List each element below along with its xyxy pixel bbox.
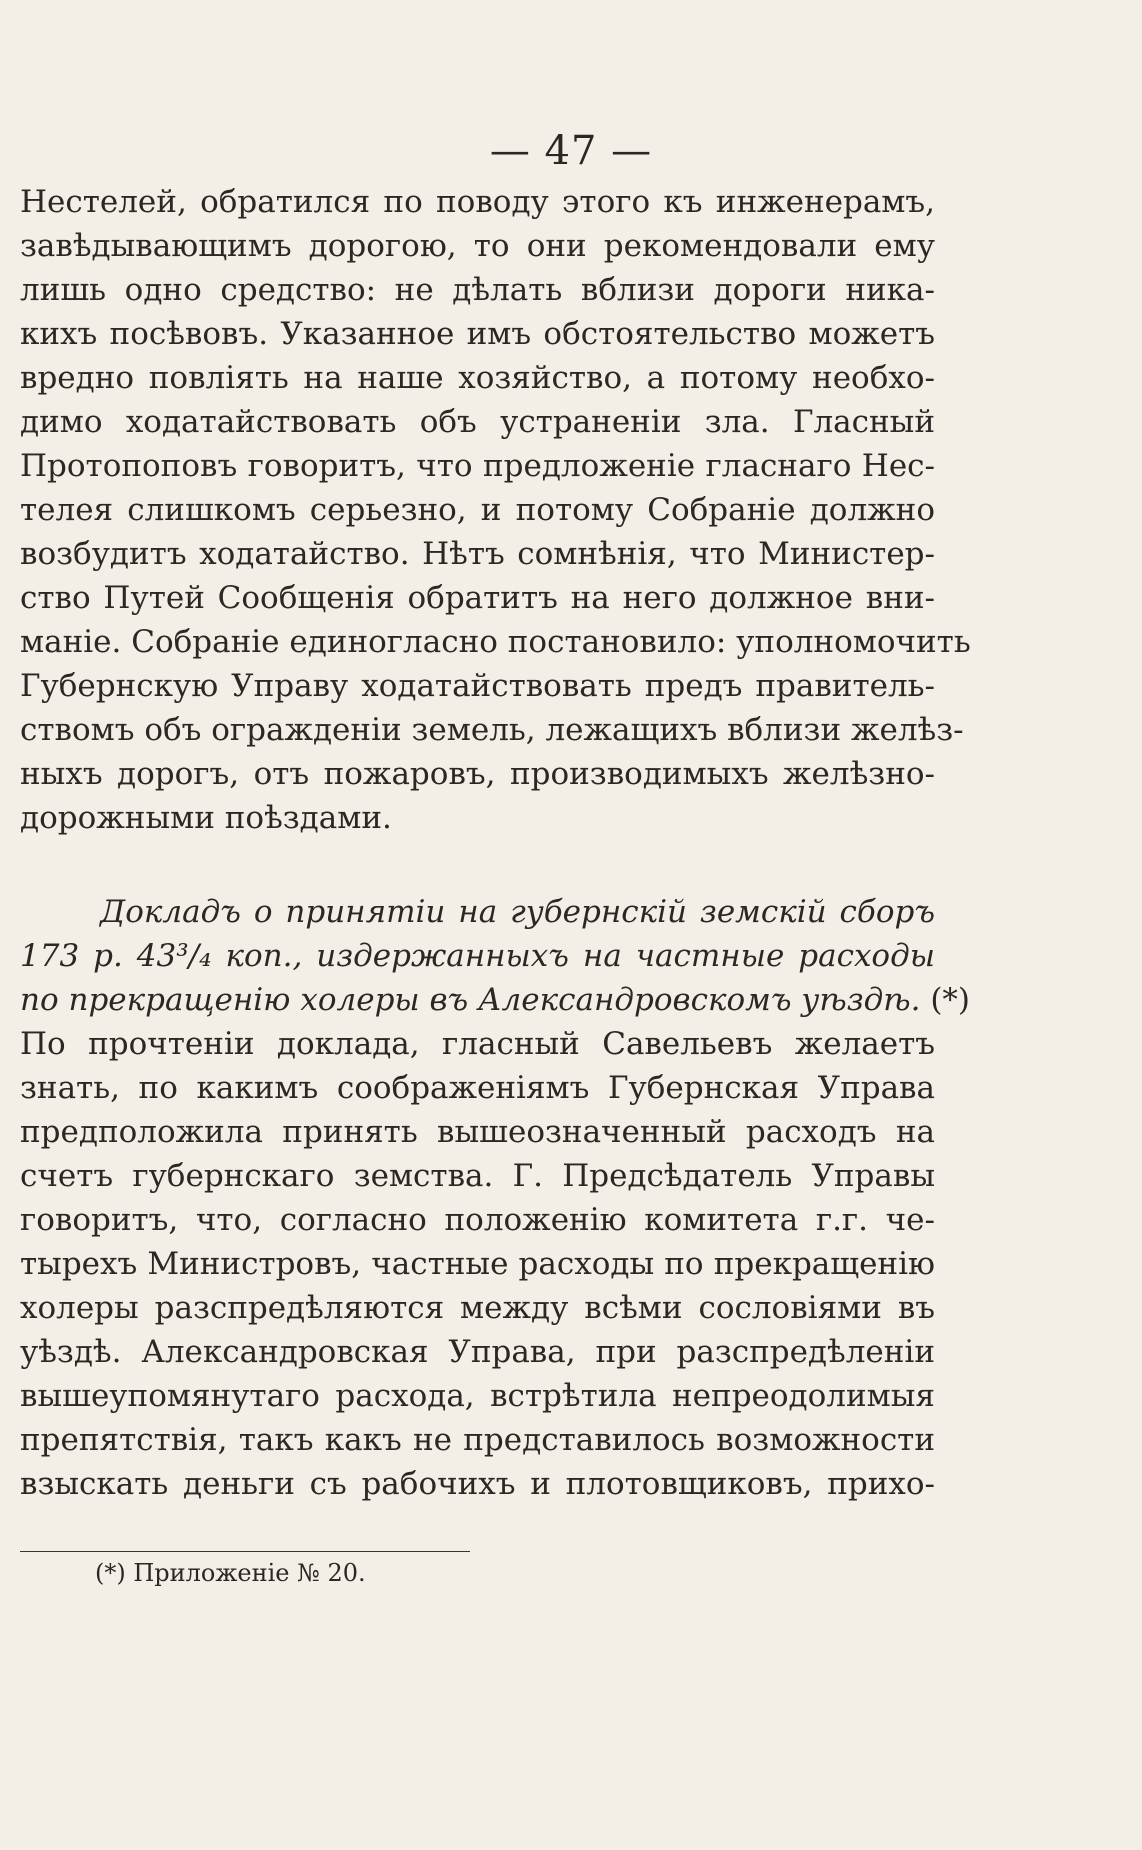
page-number: — 47 — bbox=[489, 128, 653, 174]
text-line: Протопоповъ говоритъ, что предложеніе гласнаго Нес- bbox=[20, 448, 935, 484]
text-line: счетъ губернскаго земства. Г. Предсѣдатель Управы bbox=[20, 1158, 935, 1194]
text-line: Губернскую Управу ходатайствовать предъ правитель- bbox=[20, 668, 935, 704]
text-line: По прочтеніи доклада, гласный Савельевъ желаетъ bbox=[20, 1026, 935, 1062]
footnote-divider bbox=[20, 1551, 470, 1552]
text-line: кихъ посѣвовъ. Указанное имъ обстоятельство можетъ bbox=[20, 316, 935, 352]
heading-line: Докладъ о принятіи на губернскій земскій сборъ bbox=[100, 894, 935, 930]
text-line: ныхъ дорогъ, отъ пожаровъ, производимыхъ желѣзно- bbox=[20, 756, 935, 792]
text-line: тырехъ Министровъ, частные расходы по прекращенію bbox=[20, 1246, 935, 1282]
heading-line bbox=[20, 978, 970, 1022]
text-line: ствомъ объ огражденіи земель, лежащихъ вблизи желѣз- bbox=[20, 712, 964, 748]
text-line: препятствія, такъ какъ не представилось возможности bbox=[20, 1422, 935, 1458]
text-line: говоритъ, что, согласно положенію комитета г.г. че- bbox=[20, 1202, 935, 1238]
text-line: уѣздѣ. Александровская Управа, при разспредѣленіи bbox=[20, 1334, 935, 1370]
text-line: предположила принять вышеозначенный расходъ на bbox=[20, 1114, 935, 1150]
heading-line-text: по прекращенію холеры въ Александровскомъ уѣздѣ. bbox=[20, 982, 921, 1018]
text-line: ство Путей Сообщенія обратитъ на него должное вни- bbox=[20, 580, 935, 616]
heading-line: 173 р. 43³/₄ коп., издержанныхъ на частные расходы bbox=[20, 938, 935, 974]
text-line: взыскать деньги съ рабочихъ и плотовщиковъ, прихо- bbox=[20, 1466, 935, 1502]
text-line: вредно повліять на наше хозяйство, а потому необхо- bbox=[20, 360, 935, 396]
footnote: (*) Приложеніе № 20. bbox=[95, 1559, 366, 1587]
text-line: знать, по какимъ соображеніямъ Губернская Управа bbox=[20, 1070, 935, 1106]
text-line: маніе. Собраніе единогласно постановило: уполномочить bbox=[20, 624, 971, 660]
text-line: лишь одно средство: не дѣлать вблизи дороги ника- bbox=[20, 272, 935, 308]
text-line: завѣдывающимъ дорогою, то они рекомендовали ему bbox=[20, 228, 935, 264]
text-line: димо ходатайствовать объ устраненіи зла. Гласный bbox=[20, 404, 935, 440]
text-line: телея слишкомъ серьезно, и потому Собраніе должно bbox=[20, 492, 935, 528]
text-line: возбудитъ ходатайство. Нѣтъ сомнѣнія, что Министер- bbox=[20, 536, 935, 572]
text-line: холеры разспредѣляются между всѣми сословіями въ bbox=[20, 1290, 935, 1326]
text-line: Нестелей, обратился по поводу этого къ инженерамъ, bbox=[20, 184, 935, 220]
footnote-marker: (*) bbox=[930, 982, 971, 1018]
text-line: дорожными поѣздами. bbox=[20, 800, 392, 836]
text-line: вышеупомянутаго расхода, встрѣтила непреодолимыя bbox=[20, 1378, 935, 1414]
